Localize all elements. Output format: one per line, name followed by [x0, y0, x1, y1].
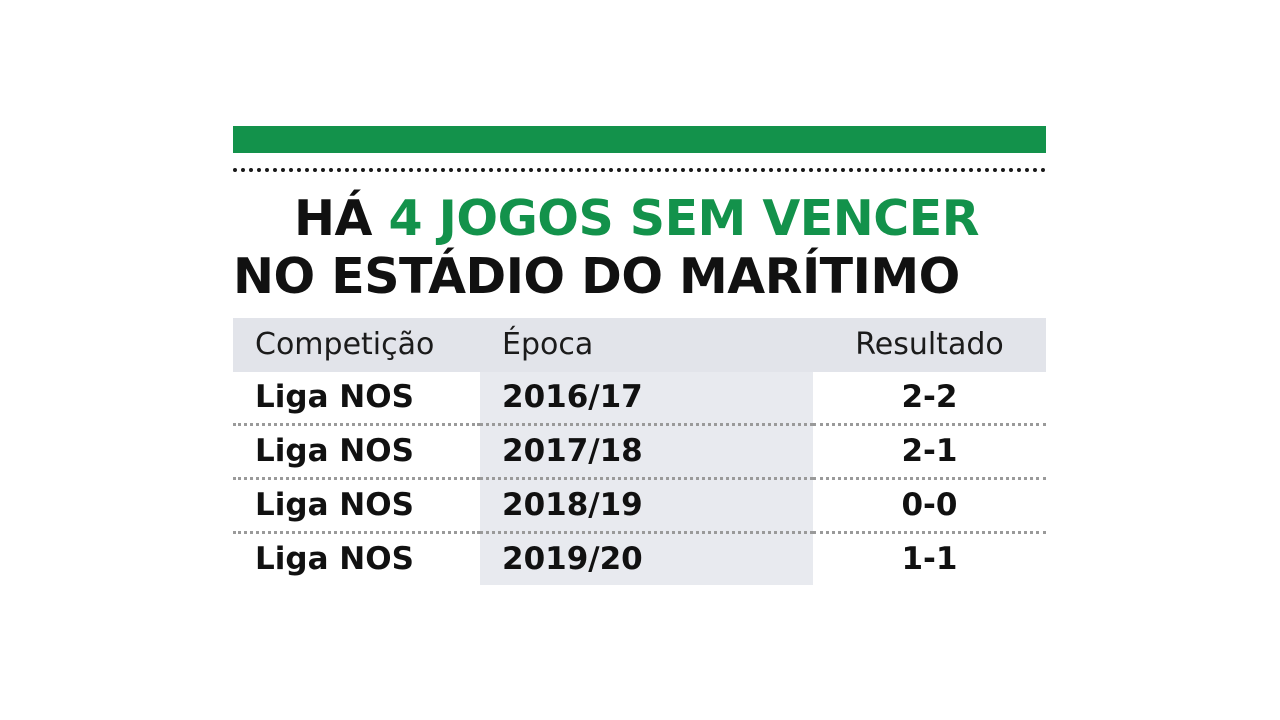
cell-epoca: 2017/18	[480, 424, 813, 478]
cell-resultado: 2-1	[813, 424, 1046, 478]
table-row	[233, 424, 1046, 478]
column-header-competicao: Competição	[233, 318, 480, 372]
green-top-bar	[233, 126, 1046, 153]
table-row	[233, 478, 1046, 532]
page-title	[233, 190, 1046, 306]
headline-prefix: HÁ	[294, 190, 389, 247]
cell-resultado: 2-2	[813, 372, 1046, 425]
infographic-panel	[233, 126, 1046, 585]
cell-competicao: Liga NOS	[233, 372, 480, 425]
cell-resultado: 1-1	[901, 540, 958, 577]
table-header-row	[233, 318, 1046, 372]
headline-accent: 4 JOGOS SEM VENCER	[388, 190, 979, 247]
cell-competicao: Liga NOS	[233, 478, 480, 532]
cell-competicao: Liga NOS	[255, 540, 414, 577]
cell-competicao: Liga NOS	[233, 424, 480, 478]
cell-epoca: 2018/19	[480, 478, 813, 532]
cell-epoca: 2019/20	[480, 532, 813, 585]
headline-line-2: NO ESTÁDIO DO MARÍTIMO	[233, 247, 960, 305]
headline-line-1	[233, 190, 1046, 248]
column-header-epoca: Época	[480, 318, 813, 372]
table-row	[233, 532, 1046, 585]
results-table	[233, 318, 1046, 585]
dotted-divider	[233, 168, 1046, 172]
table-row	[233, 372, 1046, 425]
column-header-resultado: Resultado	[813, 318, 1046, 372]
cell-resultado: 0-0	[813, 478, 1046, 532]
cell-epoca: 2016/17	[480, 372, 813, 425]
